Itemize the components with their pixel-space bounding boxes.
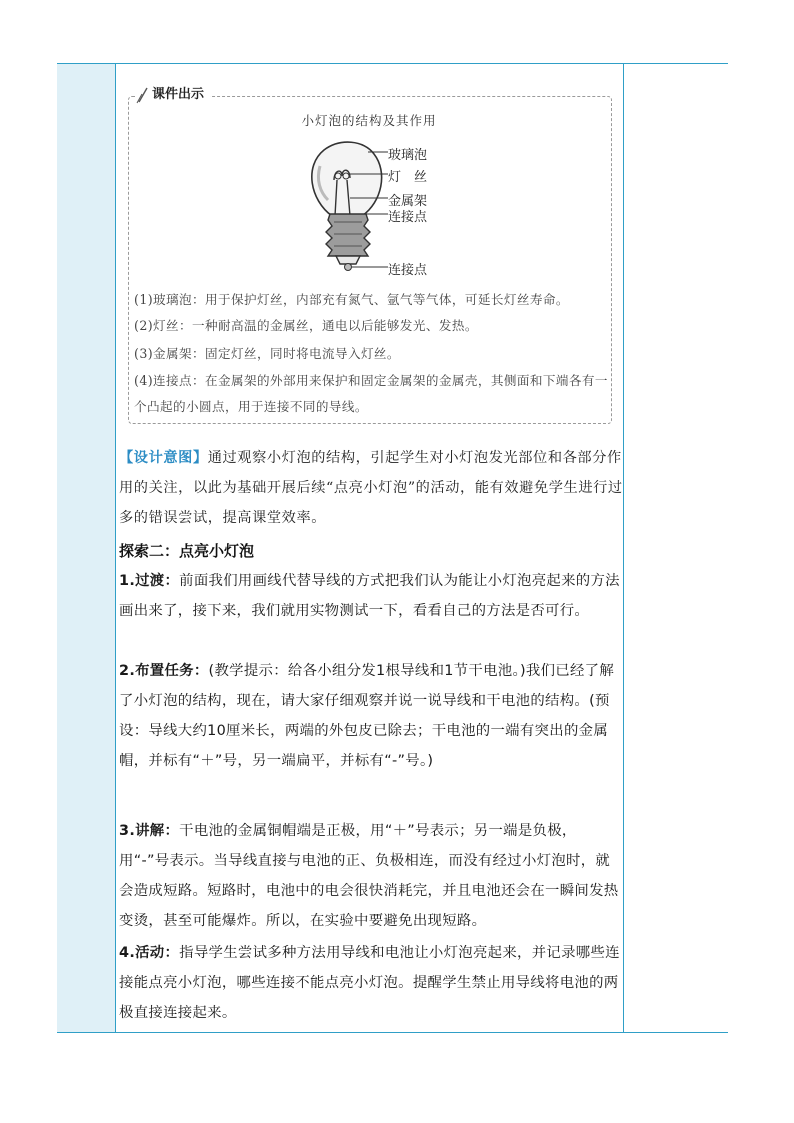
courseware-tag [136, 84, 210, 106]
label-metal-frame: 金属架 [388, 194, 428, 209]
left-column [57, 64, 115, 1032]
design-intent-tag: 【设计意图】 [119, 450, 208, 466]
step-lead: 1.过渡： [119, 573, 180, 589]
step-text: 指导学生尝试多种方法用导线和电池让小灯泡亮起来，并记录哪些连接能点亮小灯泡，哪些连接不能点亮小灯泡。提醒学生禁止用导线将电池的两极直接连接起来。 [119, 945, 620, 1021]
design-intent [119, 443, 624, 533]
step-lead: 3.讲解： [119, 823, 180, 839]
step-lead: 2.布置任务： [119, 663, 209, 679]
step-assign-task [119, 656, 624, 776]
step-explain [119, 816, 624, 936]
table-bottom-border [57, 1032, 728, 1033]
label-filament: 灯 丝 [388, 170, 428, 185]
note-frame: (3)金属架：固定灯丝，同时将电流导入灯丝。 [134, 346, 400, 361]
step-text: 干电池的金属铜帽端是正极，用“＋”号表示；另一端是负极，用“-”号表示。当导线直接与电池的正、负极相连，而没有经过小灯泡时，就会造成短路。短路时，电池中的电会很快消耗完，并且电池还会在一瞬间发热变烫，甚至可能爆炸。所以，在实验中要避免出现短路。 [119, 823, 619, 929]
step-activity [119, 938, 624, 1028]
note-filament: (2)灯丝：一种耐高温的金属丝，通电以后能够发光、发热。 [134, 318, 478, 333]
table-top-border [57, 63, 728, 64]
note-contact: (4)连接点：在金属架的外部用来保护和固定金属架的金属壳，其侧面和下端各有一个凸起的小圆点，用于连接不同的导线。 [134, 373, 608, 414]
pen-stroke-icon [136, 86, 150, 104]
label-glass-bulb: 玻璃泡 [388, 148, 428, 163]
figure-title: 小灯泡的结构及其作用 [301, 113, 437, 128]
label-contact-bottom: 连接点 [388, 263, 428, 278]
step-text: 前面我们用画线代替导线的方式把我们认为能让小灯泡亮起来的方法画出来了，接下来，我们就用实物测试一下，看看自己的方法是否可行。 [119, 573, 620, 619]
section-heading: 探索二：点亮小灯泡 [119, 542, 255, 560]
step-transition [119, 566, 624, 626]
step-text: (教学提示：给各小组分发1根导线和1节干电池。)我们已经了解了小灯泡的结构，现在，请大家仔细观察并说一说导线和干电池的结构。(预设：导线大约10厘米长，两端的外包皮已除去；干电池的一端有突出的金属帽，并标有“＋”号，另一端扁平，并标有“-”号。) [119, 663, 615, 769]
note-glass: (1)玻璃泡：用于保护灯丝，内部充有氮气、氩气等气体，可延长灯丝寿命。 [134, 292, 569, 307]
design-intent-text: 通过观察小灯泡的结构，引起学生对小灯泡发光部位和各部分作用的关注，以此为基础开展后续“点亮小灯泡”的活动，能有效避免学生进行过多的错误尝试，提高课堂效率。 [119, 450, 623, 526]
courseware-tag-label: 课件出示 [152, 87, 205, 102]
label-contact-side: 连接点 [388, 210, 428, 225]
step-lead: 4.活动： [119, 945, 180, 961]
column-divider-left [115, 64, 116, 1032]
